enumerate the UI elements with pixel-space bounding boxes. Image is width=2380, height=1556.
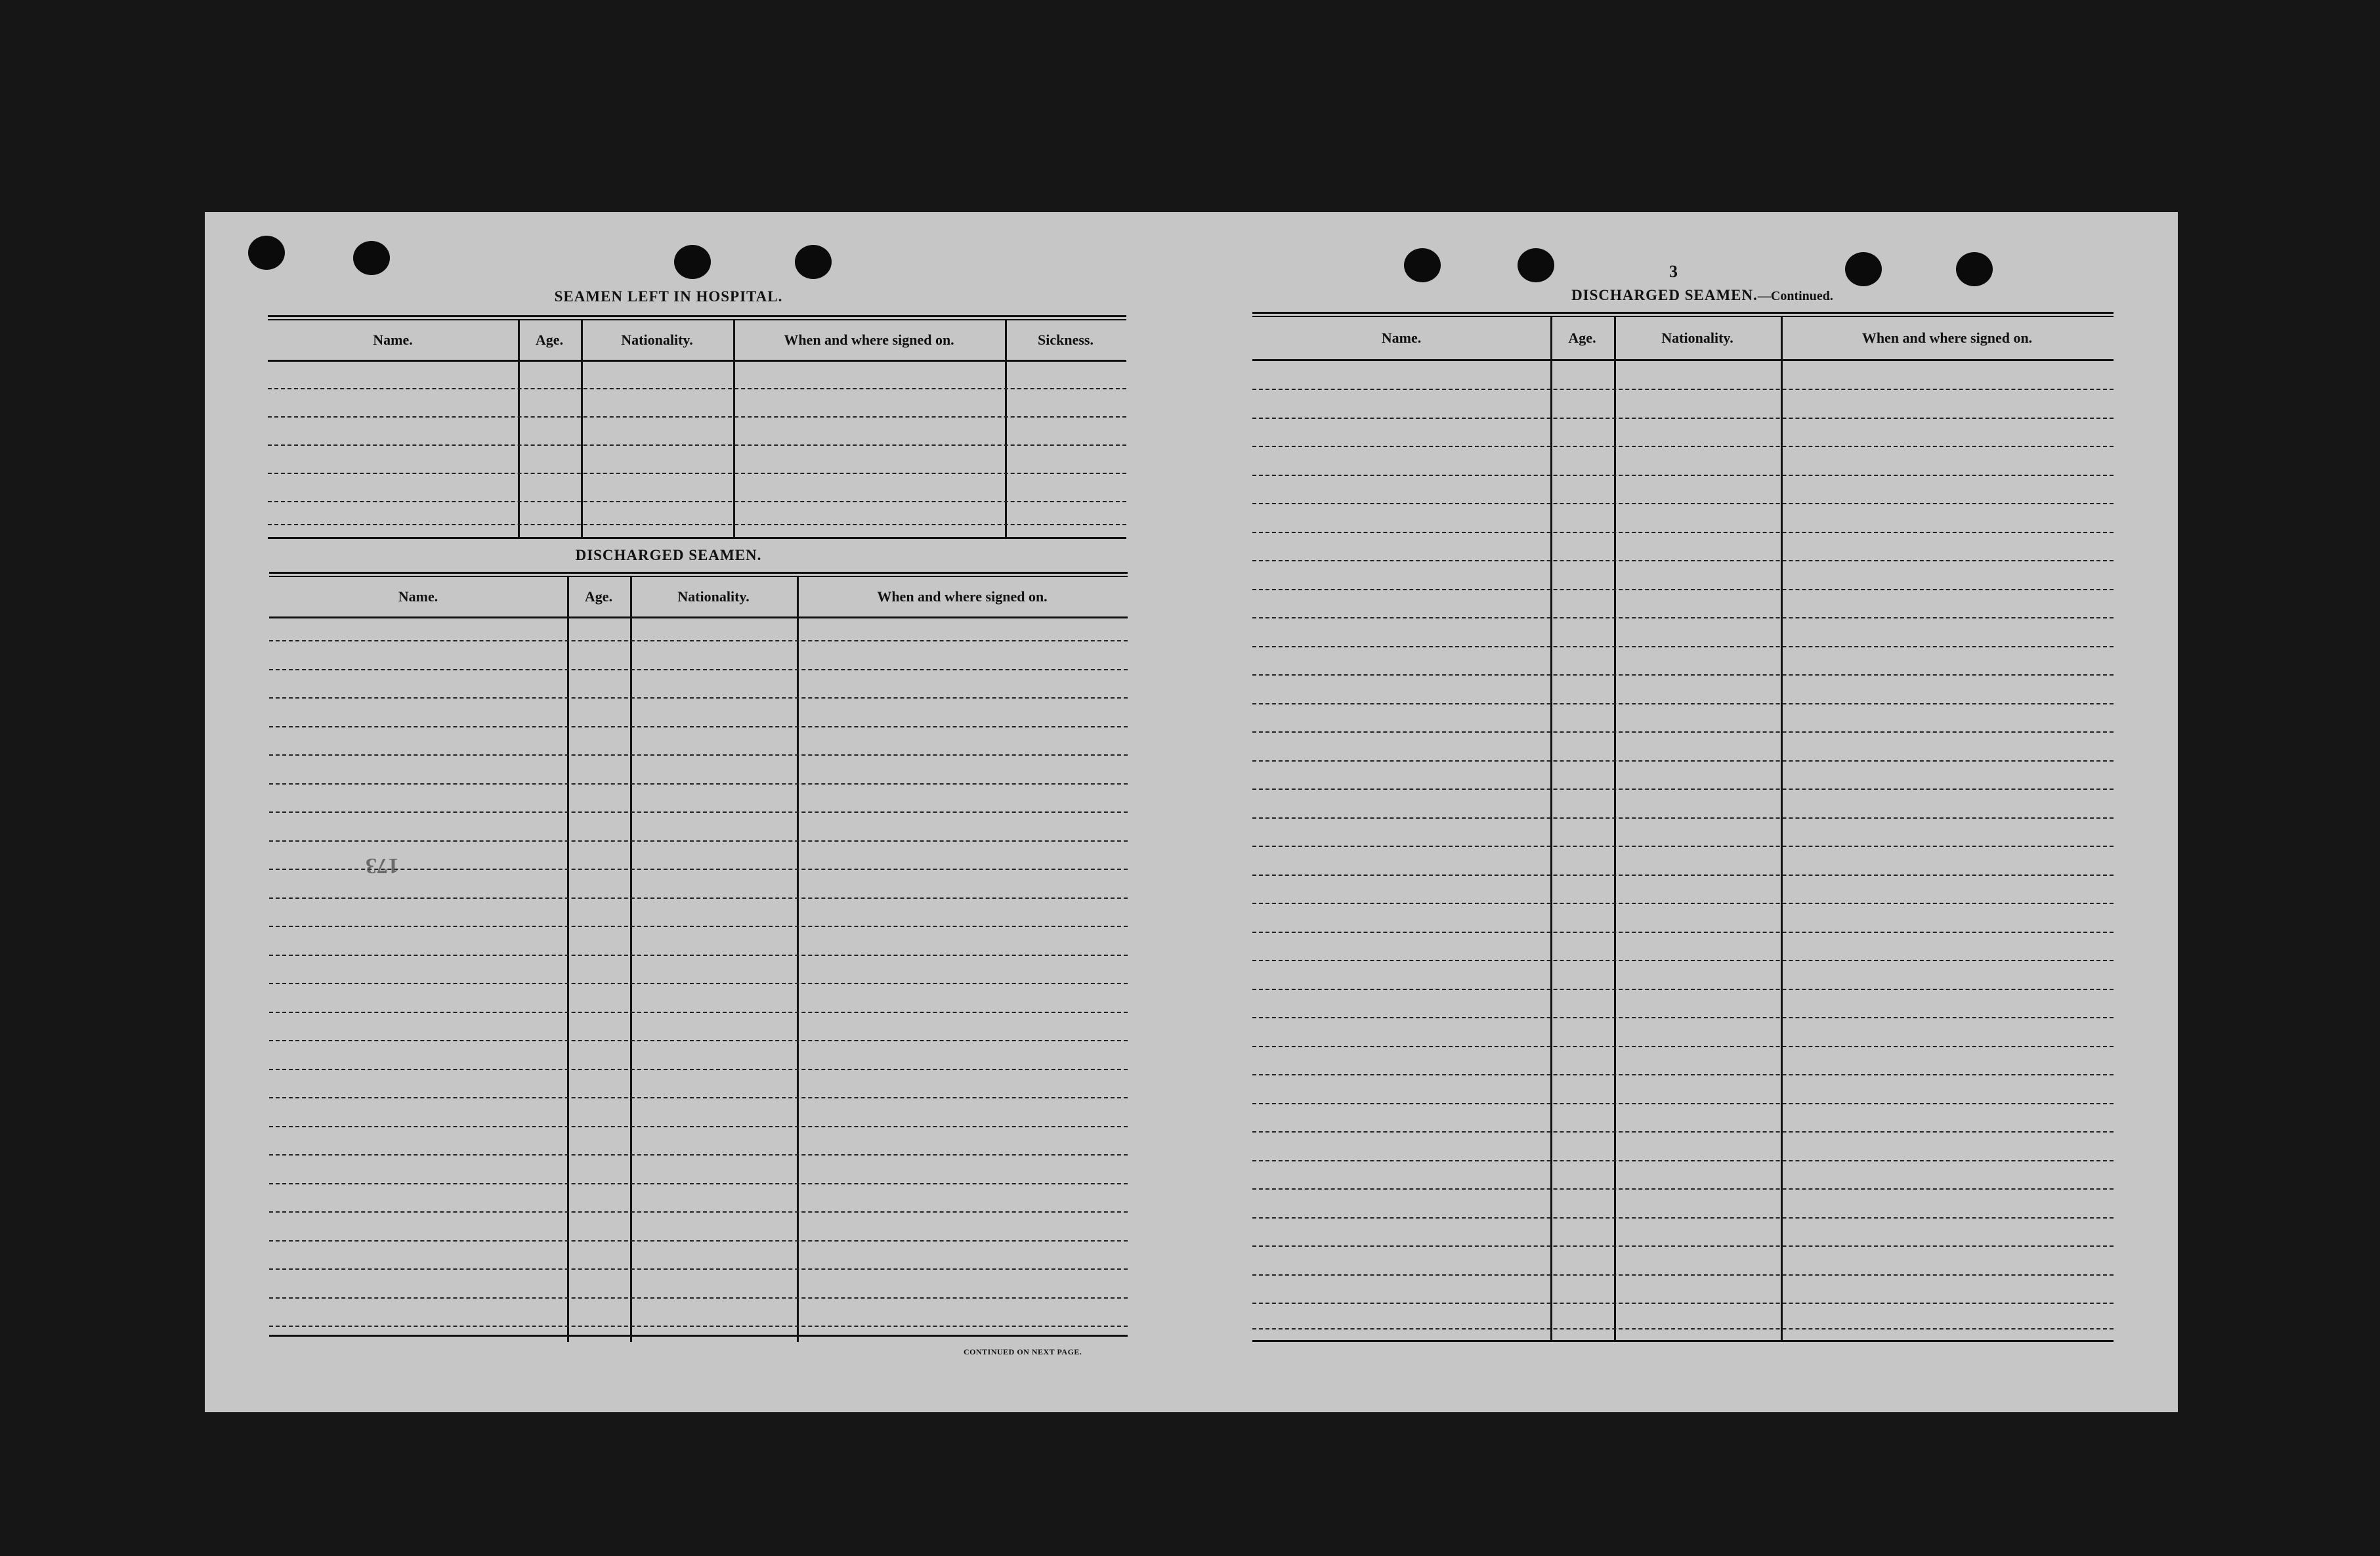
- discharged-continued-title-main: DISCHARGED SEAMEN.: [1571, 287, 1758, 303]
- table-row: [269, 1154, 1128, 1156]
- table-row: [269, 1183, 1128, 1184]
- discharged-continued-title: [1254, 287, 2151, 304]
- table-top-rule: [1252, 312, 2114, 317]
- table-row: [269, 1268, 1128, 1270]
- table-row: [1252, 703, 2114, 704]
- column-divider: [733, 320, 735, 537]
- table-row: [1252, 960, 2114, 961]
- col-header-sickness: Sickness.: [1038, 332, 1094, 348]
- table-row: [1252, 1245, 2114, 1247]
- table-row: [269, 640, 1128, 641]
- column-divider: [518, 320, 520, 537]
- table-row: [269, 1040, 1128, 1041]
- table-row: [268, 473, 1126, 474]
- table-row: [269, 811, 1128, 813]
- table-row: [1252, 817, 2114, 819]
- table-row: [1252, 446, 2114, 447]
- faint-stamp-number: 173: [366, 854, 399, 878]
- discharged-continued-title-suffix: —Continued.: [1757, 289, 1833, 303]
- col-header-nationality: Nationality.: [1661, 330, 1733, 346]
- table-row: [269, 1069, 1128, 1070]
- table-row: [1252, 646, 2114, 647]
- form-sheet: [205, 212, 2178, 1412]
- table-row: [268, 501, 1126, 502]
- table-row: [269, 926, 1128, 927]
- col-header-age: Age.: [584, 588, 613, 605]
- table-row: [1252, 1217, 2114, 1219]
- table-row: [269, 1126, 1128, 1127]
- col-header-signed-on: When and where signed on.: [784, 332, 954, 348]
- column-divider: [1614, 317, 1616, 1340]
- table-row: [269, 1240, 1128, 1242]
- table-row: [1252, 760, 2114, 762]
- table-row: [1252, 560, 2114, 561]
- col-header-name: Name.: [373, 332, 413, 348]
- column-divider: [567, 577, 569, 1342]
- punch-hole: [1404, 248, 1441, 282]
- table-bottom-rule: [268, 537, 1126, 539]
- discharged-continued-table: [1252, 312, 2114, 1343]
- table-row: [269, 669, 1128, 670]
- table-row: [1252, 1017, 2114, 1018]
- table-row: [1252, 532, 2114, 533]
- col-header-nationality: Nationality.: [677, 588, 750, 605]
- table-row: [269, 840, 1128, 842]
- table-row: [1252, 932, 2114, 933]
- column-divider: [797, 577, 799, 1342]
- column-divider: [630, 577, 632, 1342]
- table-row: [269, 754, 1128, 756]
- table-bottom-rule: [269, 1335, 1128, 1337]
- table-row: [1252, 1328, 2114, 1329]
- table-row: [1252, 1103, 2114, 1104]
- punch-hole: [248, 236, 285, 270]
- col-header-nationality: Nationality.: [621, 332, 693, 348]
- table-row: [269, 983, 1128, 984]
- table-row: [269, 697, 1128, 699]
- table-row: [269, 955, 1128, 956]
- punch-hole: [674, 245, 711, 279]
- punch-hole: [1845, 252, 1882, 286]
- col-header-name: Name.: [1381, 330, 1422, 346]
- table-row: [269, 1012, 1128, 1013]
- table-row: [1252, 1046, 2114, 1047]
- table-row: [1252, 731, 2114, 733]
- table-row: [269, 1326, 1128, 1327]
- col-header-signed-on: When and where signed on.: [1861, 330, 2033, 346]
- discharged-table: [269, 572, 1128, 1340]
- col-header-signed-on: When and where signed on.: [877, 588, 1048, 605]
- punch-hole: [1956, 252, 1993, 286]
- table-header: [269, 577, 1128, 618]
- table-row: [268, 524, 1126, 525]
- table-row: [1252, 989, 2114, 990]
- col-header-age: Age.: [1568, 330, 1596, 346]
- table-row: [1252, 475, 2114, 476]
- table-row: [1252, 789, 2114, 790]
- column-divider: [1005, 320, 1007, 537]
- col-header-age: Age.: [535, 332, 564, 348]
- punch-hole: [353, 241, 390, 275]
- table-row: [1252, 1074, 2114, 1075]
- table-row: [1252, 418, 2114, 419]
- table-row: [1252, 1274, 2114, 1276]
- table-row: [1252, 503, 2114, 504]
- table-row: [1252, 674, 2114, 676]
- table-header: [1252, 317, 2114, 361]
- column-divider: [581, 320, 583, 537]
- col-header-name: Name.: [398, 588, 438, 605]
- column-divider: [1781, 317, 1783, 1340]
- table-row: [1252, 1303, 2114, 1304]
- table-row: [268, 416, 1126, 418]
- table-row: [1252, 589, 2114, 590]
- table-row: [269, 897, 1128, 899]
- table-row: [1252, 1160, 2114, 1161]
- table-row: [269, 1211, 1128, 1213]
- table-row: [1252, 846, 2114, 847]
- table-row: [1252, 1131, 2114, 1133]
- table-row: [269, 1097, 1128, 1098]
- table-row: [1252, 389, 2114, 390]
- table-row: [269, 783, 1128, 785]
- table-row: [1252, 903, 2114, 904]
- table-top-rule: [269, 572, 1128, 577]
- table-row: [268, 444, 1126, 446]
- table-row: [1252, 1188, 2114, 1190]
- continued-note: CONTINUED ON NEXT PAGE.: [964, 1347, 1082, 1356]
- table-header: [268, 320, 1126, 362]
- hospital-section-title: SEAMEN LEFT IN HOSPITAL.: [554, 288, 783, 305]
- punch-hole: [1518, 248, 1554, 282]
- page-number: 3: [1669, 262, 1678, 281]
- table-row: [269, 1297, 1128, 1299]
- discharged-section-title: DISCHARGED SEAMEN.: [575, 547, 762, 563]
- column-divider: [1550, 317, 1552, 1340]
- punch-hole: [795, 245, 832, 279]
- table-row: [1252, 875, 2114, 876]
- table-bottom-rule: [1252, 1340, 2114, 1342]
- table-row: [269, 726, 1128, 727]
- table-row: [268, 388, 1126, 389]
- table-row: [1252, 617, 2114, 618]
- table-top-rule: [268, 315, 1126, 320]
